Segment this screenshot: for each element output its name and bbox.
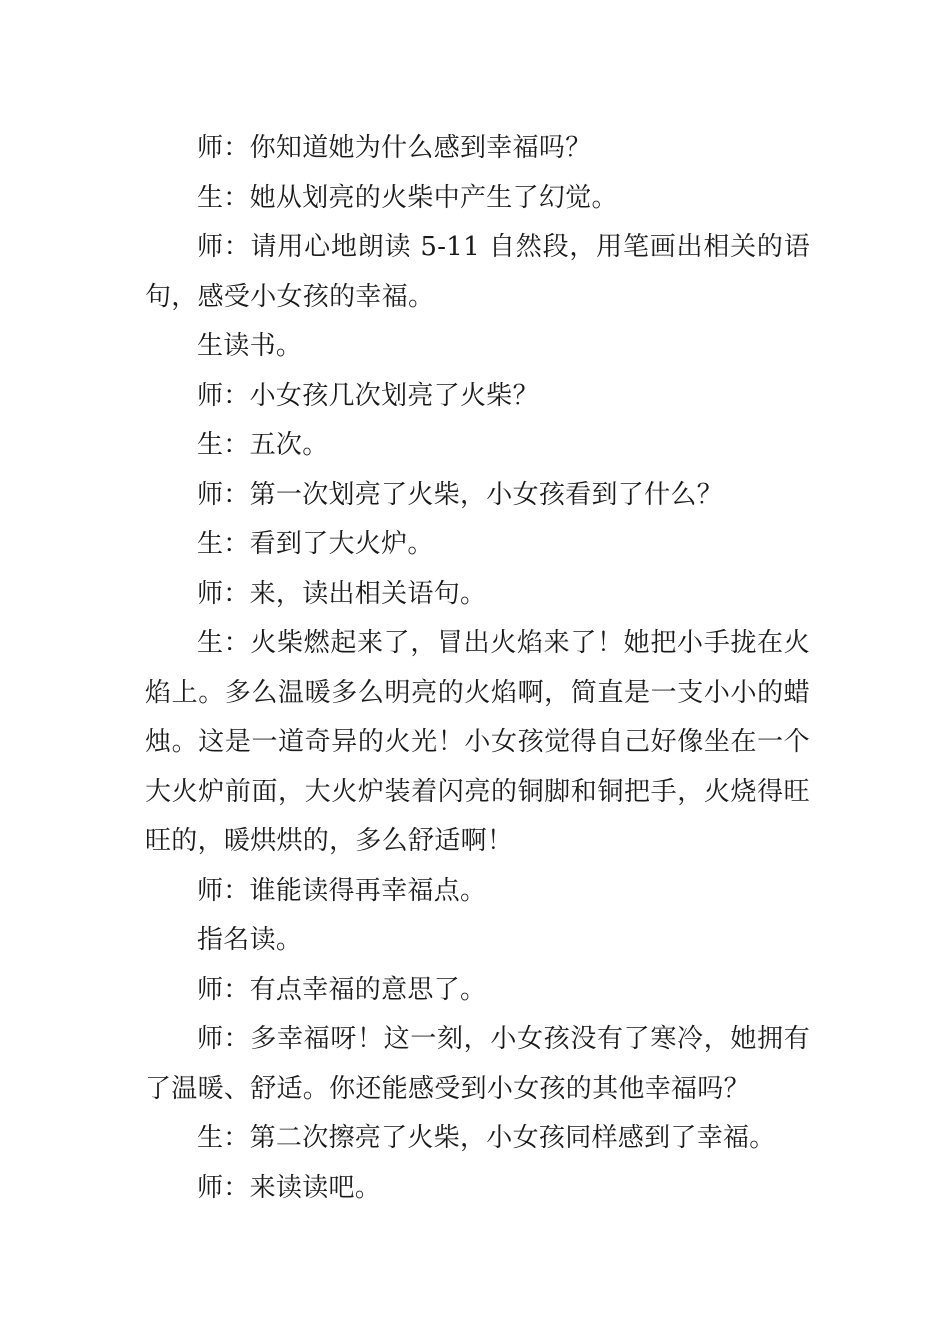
paragraph: 生：她从划亮的火柴中产生了幻觉。	[197, 182, 618, 213]
paragraph: 生：第二次擦亮了火柴，小女孩同样感到了幸福。	[197, 1123, 776, 1153]
paragraph: 生：火柴燃起来了，冒出火焰来了！她把小手拢在火焰上。多么温暖多么明亮的火焰啊，简直是一支小小的蜡烛。这是一道奇异的火光！小女孩觉得自己好像坐在一个大火炉前面，大火炉装着闪亮的铜脚和铜把手，火烧得旺旺的，暖烘烘的，多么舒适啊！	[145, 628, 810, 856]
paragraph: 师：有点幸福的意思了。	[197, 974, 487, 1005]
paragraph: 师：请用心地朗读 5-11 自然段，用笔画出相关的语句，感受小女孩的幸福。	[145, 232, 810, 312]
paragraph: 师：小女孩几次划亮了火柴？	[197, 380, 539, 411]
document-body	[145, 124, 810, 1213]
paragraph: 指名读。	[197, 925, 303, 955]
paragraph: 生：看到了大火炉。	[197, 529, 434, 559]
paragraph: 生读书。	[197, 331, 303, 361]
paragraph: 师：你知道她为什么感到幸福吗？	[197, 133, 592, 163]
paragraph: 师：多幸福呀！这一刻，小女孩没有了寒冷，她拥有了温暖、舒适。你还能感受到小女孩的其他幸福吗？	[145, 1024, 810, 1104]
paragraph: 师：第一次划亮了火柴，小女孩看到了什么？	[197, 479, 724, 510]
paragraph: 生：五次。	[197, 430, 329, 460]
paragraph: 师：来读读吧。	[197, 1172, 382, 1203]
paragraph: 师：谁能读得再幸福点。	[197, 875, 487, 906]
paragraph: 师：来，读出相关语句。	[197, 578, 487, 609]
